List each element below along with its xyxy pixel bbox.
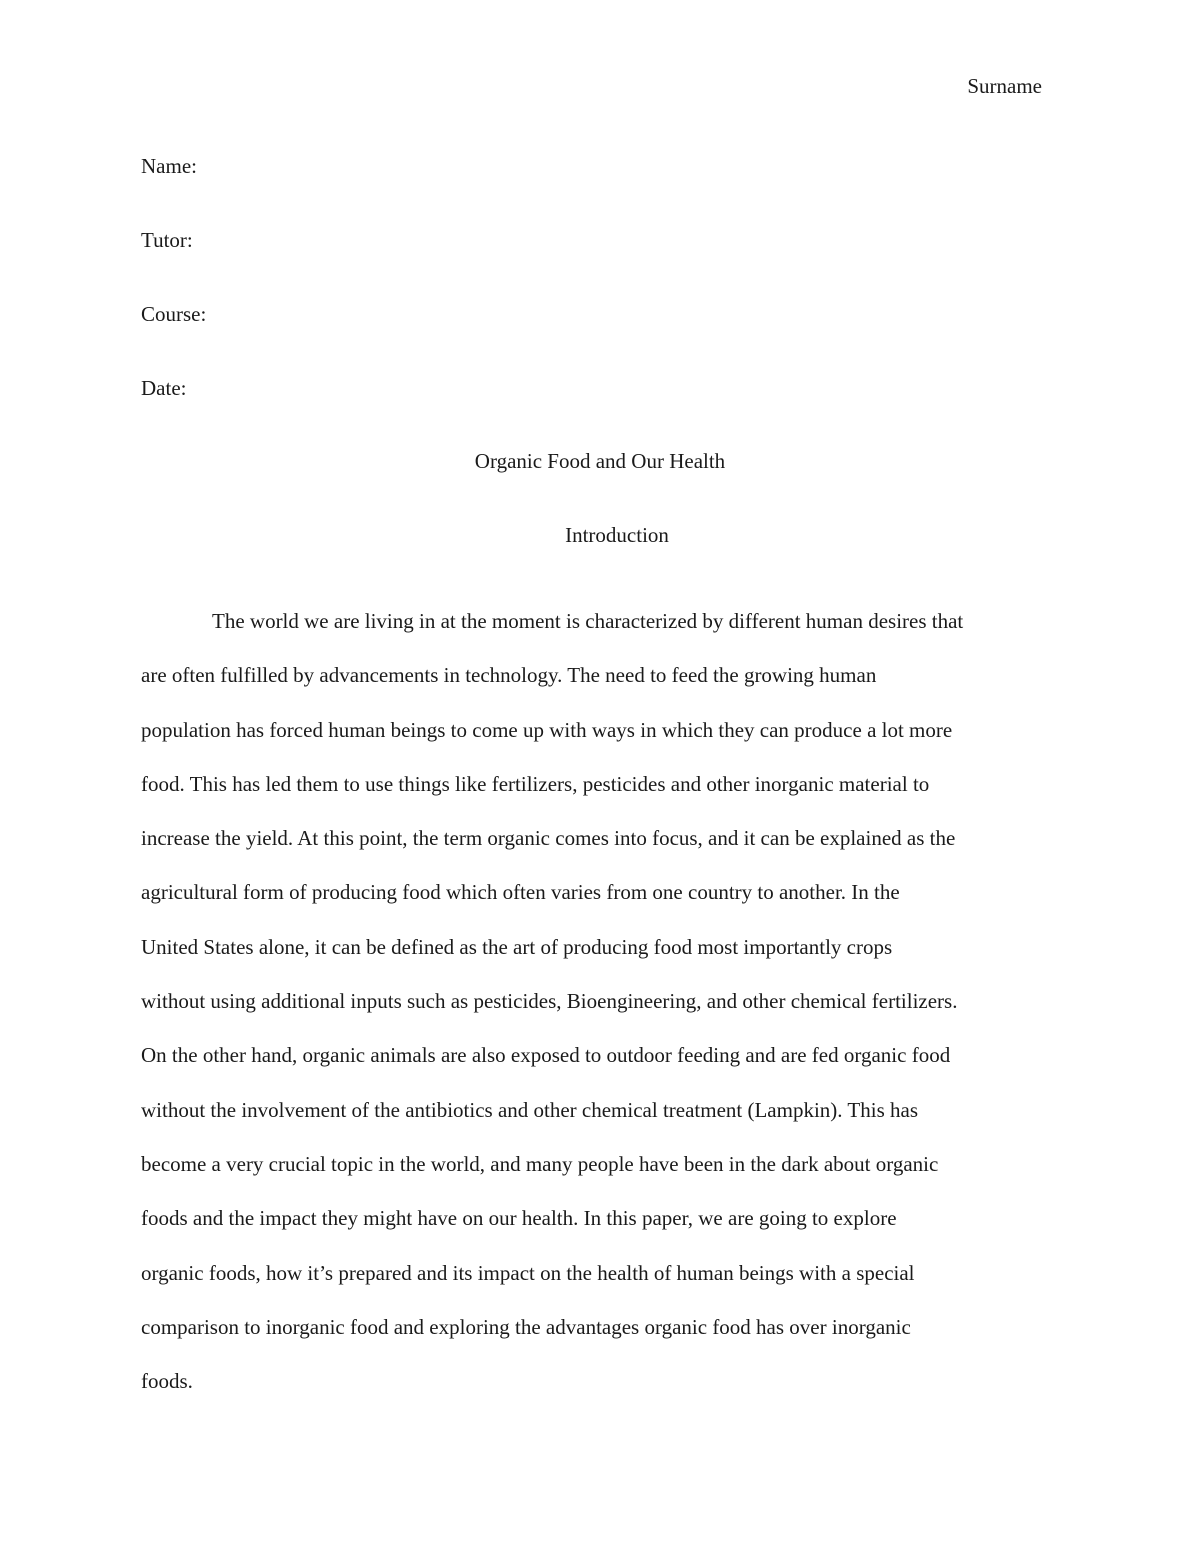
paragraph-line: comparison to inorganic food and exploring the advantages organic food has over inorganic	[141, 1314, 911, 1339]
header-surname: Surname	[967, 74, 1042, 98]
body-paragraph	[141, 594, 1066, 1408]
paragraph-line: population has forced human beings to come up with ways in which they can produce a lot more	[141, 717, 953, 742]
paragraph-line: without using additional inputs such as pesticides, Bioengineering, and other chemical fertilizers.	[141, 989, 958, 1014]
paragraph-line: are often fulfilled by advancements in technology. The need to feed the growing human	[141, 663, 877, 688]
paragraph-line: On the other hand, organic animals are also exposed to outdoor feeding and are fed organic food	[141, 1043, 951, 1068]
paragraph-line: food. This has led them to use things like fertilizers, pesticides and other inorganic material to	[141, 771, 930, 796]
meta-date-label: Date:	[141, 376, 187, 400]
meta-course-label: Course:	[141, 302, 207, 326]
meta-tutor-label: Tutor:	[141, 228, 193, 252]
paragraph-line: foods and the impact they might have on our health. In this paper, we are going to explore	[141, 1206, 897, 1231]
paragraph-line: The world we are living in at the moment is characterized by different human desires that	[212, 609, 964, 633]
paragraph-line: agricultural form of producing food which often varies from one country to another. In the	[141, 880, 900, 905]
meta-name-label: Name:	[141, 154, 197, 178]
paragraph-line: United States alone, it can be defined as the art of producing food most importantly crops	[141, 934, 893, 959]
section-heading: Introduction	[565, 523, 669, 547]
paragraph-line: without the involvement of the antibiotics and other chemical treatment (Lampkin). This has	[141, 1097, 918, 1122]
paragraph-line: organic foods, how it’s prepared and its impact on the health of human beings with a special	[141, 1260, 915, 1285]
paragraph-line: become a very crucial topic in the world, and many people have been in the dark about organic	[141, 1151, 939, 1176]
paragraph-line: increase the yield. At this point, the term organic comes into focus, and it can be explained as the	[141, 826, 956, 851]
page-title: Organic Food and Our Health	[474, 449, 726, 473]
paragraph-line: foods.	[141, 1369, 193, 1394]
